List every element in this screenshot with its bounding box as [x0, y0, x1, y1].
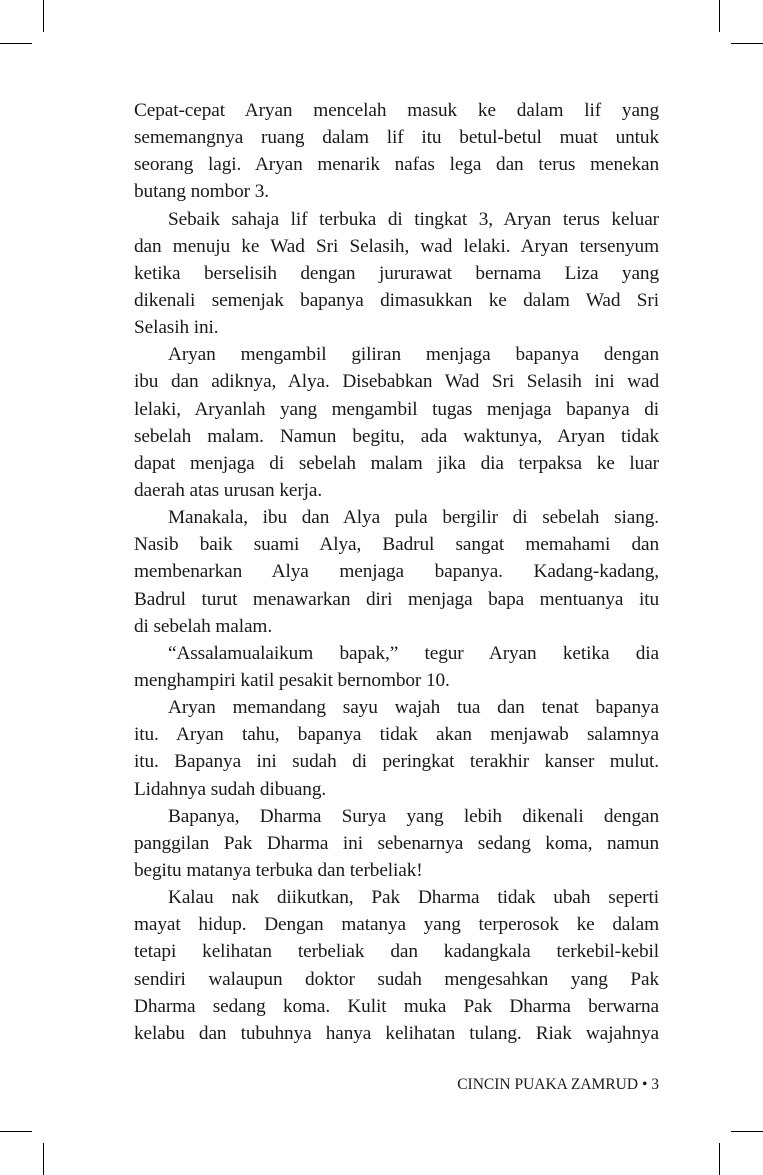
text-line: Badrul turut menawarkan diri menjaga bapa mentuanya itu — [134, 588, 659, 610]
crop-mark-top-right-horizontal — [731, 43, 763, 44]
text-line: Bapanya, Dharma Surya yang lebih dikenali dengan — [168, 805, 659, 827]
text-line: menghampiri katil pesakit bernombor 10. — [134, 669, 450, 691]
text-line: seorang lagi. Aryan menarik nafas lega dan terus menekan — [134, 154, 659, 176]
text-line: Manakala, ibu dan Alya pula bergilir di sebelah siang. — [168, 507, 659, 529]
text-line: tetapi kelihatan terbeliak dan kadangkala terkebil-kebil — [134, 941, 659, 963]
running-footer: CINCIN PUAKA ZAMRUD • 3 — [457, 1076, 659, 1093]
crop-mark-bottom-left-horizontal — [0, 1131, 32, 1132]
text-line: sendiri walaupun doktor sudah mengesahkan yang Pak — [134, 968, 659, 990]
text-line: Nasib baik suami Alya, Badrul sangat memahami dan — [134, 534, 659, 556]
text-line: daerah atas urusan kerja. — [134, 479, 323, 501]
text-line: sebelah malam. Namun begitu, ada waktunya, Aryan tidak — [134, 425, 659, 447]
paragraph — [134, 341, 659, 504]
crop-mark-top-right-vertical — [719, 0, 720, 32]
paragraph — [134, 97, 659, 206]
text-line: Aryan memandang sayu wajah tua dan tenat bapanya — [168, 697, 659, 719]
text-line: panggilan Pak Dharma ini sebenarnya sedang koma, namun — [134, 832, 659, 854]
text-line: Dharma sedang koma. Kulit muka Pak Dharma berwarna — [134, 995, 659, 1017]
text-line: dan menuju ke Wad Sri Selasih, wad lelaki. Aryan tersenyum — [134, 235, 659, 257]
text-line: ketika berselisih dengan jururawat bernama Liza yang — [134, 262, 659, 284]
text-line: Kalau nak diikutkan, Pak Dharma tidak ubah seperti — [168, 887, 659, 909]
paragraph — [134, 206, 659, 342]
paragraph — [134, 504, 659, 640]
text-line: di sebelah malam. — [134, 615, 273, 637]
crop-mark-bottom-right-vertical — [719, 1143, 720, 1175]
crop-mark-bottom-right-horizontal — [731, 1131, 763, 1132]
text-line: Aryan mengambil giliran menjaga bapanya dengan — [168, 344, 659, 366]
text-line: mayat hidup. Dengan matanya yang terperosok ke dalam — [134, 914, 659, 936]
paragraph — [134, 694, 659, 803]
text-line: Selasih ini. — [134, 317, 219, 339]
text-line: itu. Aryan tahu, bapanya tidak akan menjawab salamnya — [134, 724, 659, 746]
text-line: Cepat-cepat Aryan mencelah masuk ke dalam lif yang — [134, 100, 659, 121]
crop-mark-top-left-vertical — [43, 0, 44, 32]
paragraph — [134, 884, 659, 1047]
text-line: dapat menjaga di sebelah malam jika dia terpaksa ke luar — [134, 452, 659, 474]
text-line: Sebaik sahaja lif terbuka di tingkat 3, Aryan terus keluar — [168, 208, 659, 230]
text-line: Lidahnya sudah dibuang. — [134, 778, 327, 800]
text-line: itu. Bapanya ini sudah di peringkat terakhir kanser mulut. — [134, 751, 659, 773]
body-text — [134, 97, 659, 1047]
text-line: lelaki, Aryanlah yang mengambil tugas menjaga bapanya di — [134, 398, 659, 420]
paragraph — [134, 803, 659, 884]
crop-mark-top-left-horizontal — [0, 43, 32, 44]
text-line: ibu dan adiknya, Alya. Disebabkan Wad Sri Selasih ini wad — [134, 371, 659, 393]
text-line: kelabu dan tubuhnya hanya kelihatan tulang. Riak wajahnya — [134, 1022, 659, 1044]
crop-mark-bottom-left-vertical — [43, 1143, 44, 1175]
text-line: butang nombor 3. — [134, 181, 269, 203]
text-line: membenarkan Alya menjaga bapanya. Kadang-kadang, — [134, 561, 659, 583]
paragraph — [134, 640, 659, 694]
text-line: sememangnya ruang dalam lif itu betul-betul muat untuk — [134, 127, 659, 149]
text-line: begitu matanya terbuka dan terbeliak! — [134, 859, 423, 881]
text-line: “Assalamualaikum bapak,” tegur Aryan ketika dia — [168, 642, 659, 664]
text-line: dikenali semenjak bapanya dimasukkan ke dalam Wad Sri — [134, 289, 659, 311]
